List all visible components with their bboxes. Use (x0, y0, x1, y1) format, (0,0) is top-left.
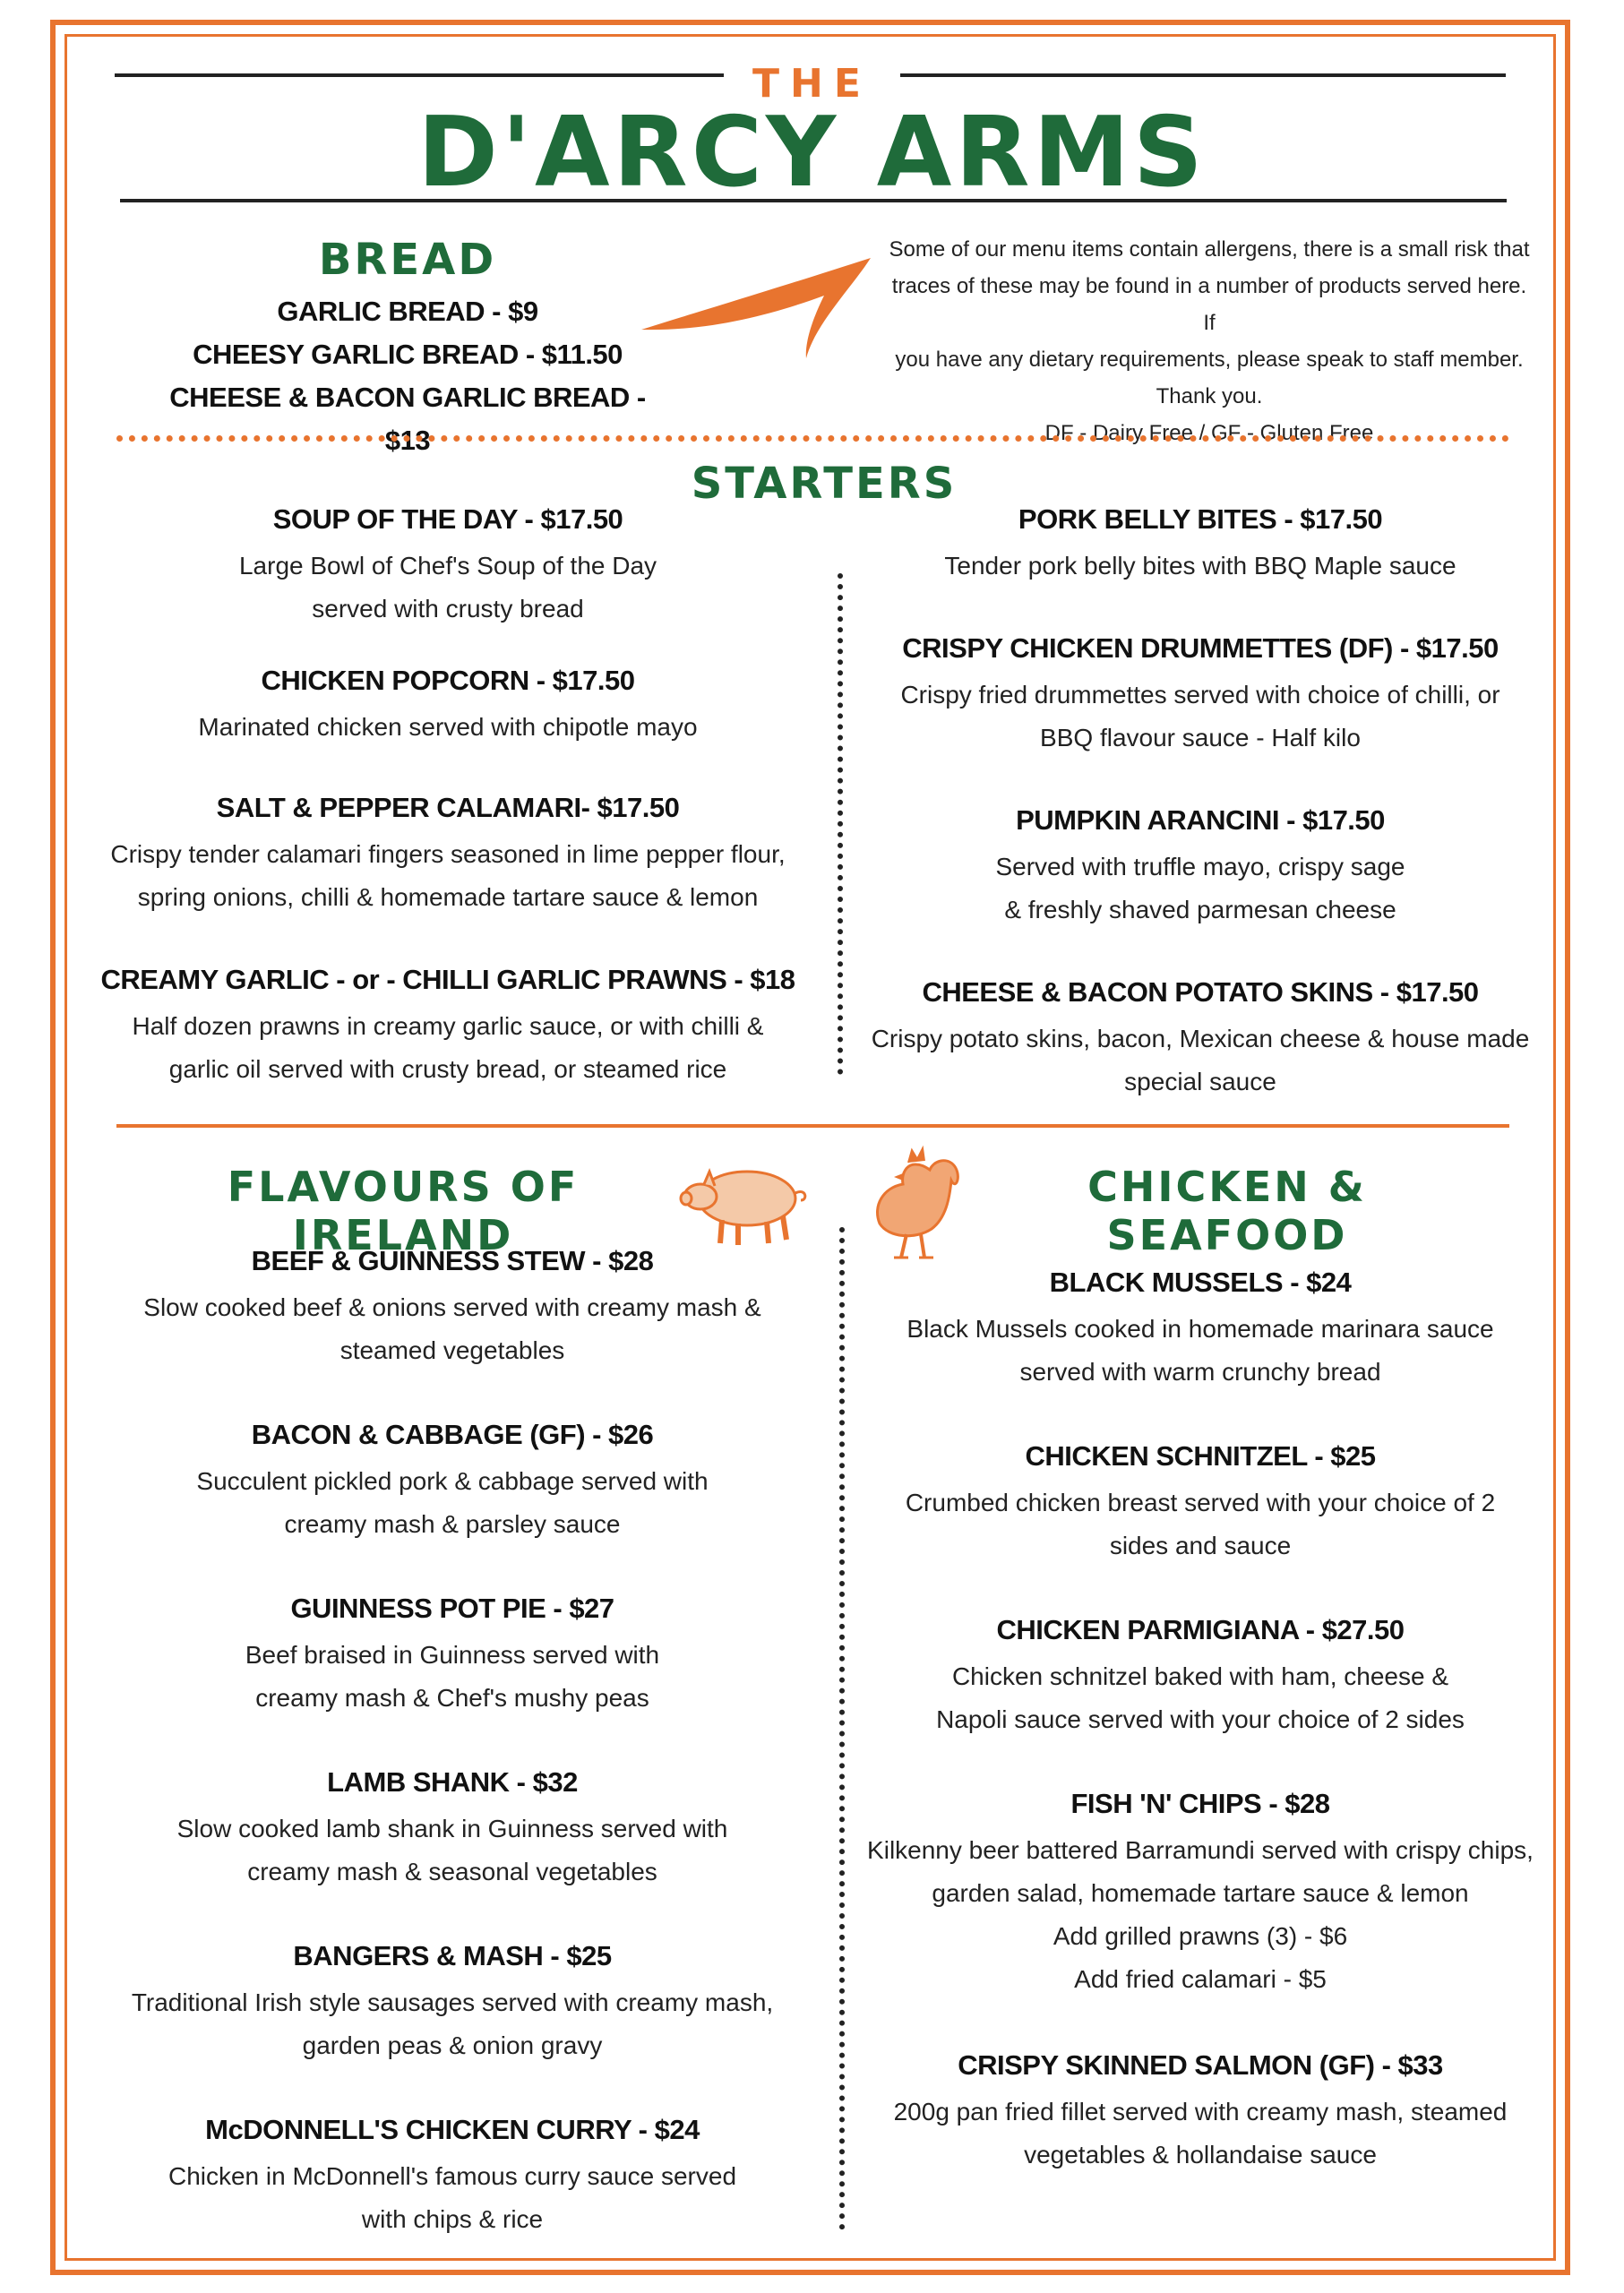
section-divider-orange (116, 1124, 1509, 1128)
item-desc: Marinated chicken served with chipotle mayo (198, 713, 698, 741)
item-desc: Chicken schnitzel baked with ham, cheese & (951, 1662, 1449, 1690)
item-desc: with chips & rice (361, 2205, 544, 2233)
item-name: CHEESE & BACON POTATO SKINS - $17.50 (922, 976, 1479, 1008)
item-name: McDONNELL'S CHICKEN CURRY - $24 (205, 2114, 700, 2145)
allergen-line: traces of these may be found in a number of products served here. If (891, 274, 1527, 335)
menu-item-bacon-cabbage (99, 1419, 806, 1546)
item-desc: served with crusty bread (312, 595, 584, 623)
menu-item-calamari (99, 792, 797, 919)
item-desc: creamy mash & Chef's mushy peas (255, 1684, 649, 1712)
rooster-icon (853, 1138, 969, 1263)
starters-heading: STARTERS (691, 459, 958, 509)
item-desc: Crispy tender calamari fingers seasoned in lime pepper flour, (110, 840, 786, 868)
item-name: CHICKEN SCHNITZEL - $25 (1025, 1440, 1376, 1472)
item-desc: garden peas & onion gravy (302, 2031, 603, 2059)
item-name: FISH 'N' CHIPS - $28 (1070, 1788, 1330, 1819)
menu-item-chicken-popcorn (99, 665, 797, 749)
allergen-line: you have any dietary requirements, please speak to staff member. (895, 348, 1524, 372)
brush-stroke-icon (636, 253, 878, 369)
header-the: THE (752, 61, 872, 107)
menu-item-soup (99, 503, 797, 631)
restaurant-title: D'ARCY ARMS (417, 97, 1207, 209)
starters-column-divider (838, 573, 843, 1075)
item-name: SALT & PEPPER CALAMARI- $17.50 (216, 792, 680, 823)
item-desc: Crumbed chicken breast served with your choice of 2 (905, 1489, 1496, 1516)
item-name: CRISPY SKINNED SALMON (GF) - $33 (958, 2049, 1443, 2081)
item-desc: & freshly shaved parmesan cheese (1004, 896, 1396, 923)
item-name: LAMB SHANK - $32 (327, 1766, 578, 1798)
item-desc: creamy mash & parsley sauce (284, 1510, 621, 1538)
item-name: BEEF & GUINNESS STEW - $28 (251, 1245, 654, 1276)
allergen-line: Some of our menu items contain allergens, there is a small risk that (889, 237, 1530, 262)
item-name: GUINNESS POT PIE - $27 (290, 1593, 614, 1624)
item-desc: special sauce (1124, 1068, 1276, 1095)
allergen-notice (887, 231, 1532, 451)
item-desc: Add fried calamari - $5 (1074, 1965, 1327, 1993)
allergen-line: DF - Dairy Free / GF - Gluten Free (1044, 421, 1374, 445)
menu-item-chicken-curry (99, 2114, 806, 2241)
item-desc: garlic oil served with crusty bread, or steamed rice (168, 1055, 727, 1083)
item-desc: Black Mussels cooked in homemade marinara sauce (907, 1315, 1494, 1343)
menu-item-salmon (860, 2049, 1541, 2177)
menu-item-potato-skins (860, 976, 1541, 1104)
menu-item-mussels (860, 1267, 1541, 1394)
item-desc: Traditional Irish style sausages served with creamy mash, (131, 1988, 774, 2016)
item-desc: Half dozen prawns in creamy garlic sauce, or with chilli & (132, 1012, 764, 1040)
item-desc: BBQ flavour sauce - Half kilo (1040, 724, 1361, 751)
item-desc: Beef braised in Guinness served with (245, 1641, 660, 1669)
item-desc: Slow cooked beef & onions served with creamy mash & (143, 1293, 761, 1321)
item-name: BLACK MUSSELS - $24 (1049, 1267, 1352, 1298)
menu-item-parmigiana (860, 1614, 1541, 1741)
ireland-heading: FLAVOURS OF IRELAND (227, 1163, 580, 1259)
item-desc: Succulent pickled pork & cabbage served with (196, 1467, 709, 1495)
item-desc: 200g pan fried fillet served with creamy mash, steamed (893, 2098, 1508, 2126)
mains-column-divider (839, 1227, 845, 2230)
item-desc: Chicken in McDonnell's famous curry sauce served (168, 2162, 737, 2190)
menu-item-bangers-mash (99, 1940, 806, 2067)
item-name: BANGERS & MASH - $25 (293, 1940, 612, 1971)
item-desc: Slow cooked lamb shank in Guinness served with (176, 1815, 728, 1842)
item-desc: Kilkenny beer battered Barramundi served with crispy chips, (867, 1836, 1534, 1864)
menu-item-arancini (860, 804, 1541, 932)
item-name: CREAMY GARLIC - or - CHILLI GARLIC PRAWNS - $18 (100, 964, 795, 995)
item-desc: garden salad, homemade tartare sauce & lemon (932, 1879, 1469, 1907)
menu-item-lamb-shank (99, 1766, 806, 1894)
bread-item: CHEESY GARLIC BREAD - $11.50 (193, 339, 623, 370)
item-name: CRISPY CHICKEN DRUMMETTES (DF) - $17.50 (902, 632, 1499, 664)
item-name: CHICKEN PARMIGIANA - $27.50 (996, 1614, 1405, 1645)
item-desc: Crispy fried drummettes served with choice of chilli, or (900, 681, 1500, 709)
bread-item: CHEESE & BACON GARLIC BREAD - $13 (169, 382, 646, 456)
item-desc: spring onions, chilli & homemade tartare sauce & lemon (137, 883, 759, 911)
item-desc: Served with truffle mayo, crispy sage (995, 853, 1405, 880)
bread-heading: BREAD (318, 235, 497, 285)
menu-item-fish-chips (860, 1788, 1541, 2001)
item-desc: Large Bowl of Chef's Soup of the Day (238, 552, 657, 580)
menu-item-schnitzel (860, 1440, 1541, 1567)
section-divider-dotted (116, 435, 1509, 442)
item-desc: served with warm crunchy bread (1019, 1358, 1381, 1386)
item-name: SOUP OF THE DAY - $17.50 (272, 503, 623, 535)
menu-item-pork-belly (860, 503, 1541, 588)
menu-item-beef-stew (99, 1245, 806, 1372)
item-desc: Add grilled prawns (3) - $6 (1053, 1922, 1348, 1950)
item-name: PUMPKIN ARANCINI - $17.50 (1016, 804, 1385, 836)
item-name: BACON & CABBAGE (GF) - $26 (251, 1419, 654, 1450)
menu-item-prawns (99, 964, 797, 1091)
allergen-line: Thank you. (1156, 384, 1263, 408)
item-desc: sides and sauce (1109, 1532, 1292, 1559)
seafood-heading: CHICKEN & SEAFOOD (1087, 1163, 1367, 1259)
menu-item-pot-pie (99, 1593, 806, 1720)
item-desc: vegetables & hollandaise sauce (1024, 2141, 1377, 2168)
pig-icon (674, 1154, 817, 1252)
menu-item-drummettes (860, 632, 1541, 760)
item-desc: steamed vegetables (339, 1336, 565, 1364)
item-desc: Tender pork belly bites with BBQ Maple sauce (944, 552, 1456, 580)
item-name: PORK BELLY BITES - $17.50 (1018, 503, 1383, 535)
item-desc: creamy mash & seasonal vegetables (247, 1858, 657, 1885)
bread-item: GARLIC BREAD - $9 (277, 296, 538, 327)
item-desc: Napoli sauce served with your choice of 2 sides (936, 1705, 1465, 1733)
item-name: CHICKEN POPCORN - $17.50 (261, 665, 635, 696)
item-desc: Crispy potato skins, bacon, Mexican cheese & house made (871, 1025, 1530, 1052)
